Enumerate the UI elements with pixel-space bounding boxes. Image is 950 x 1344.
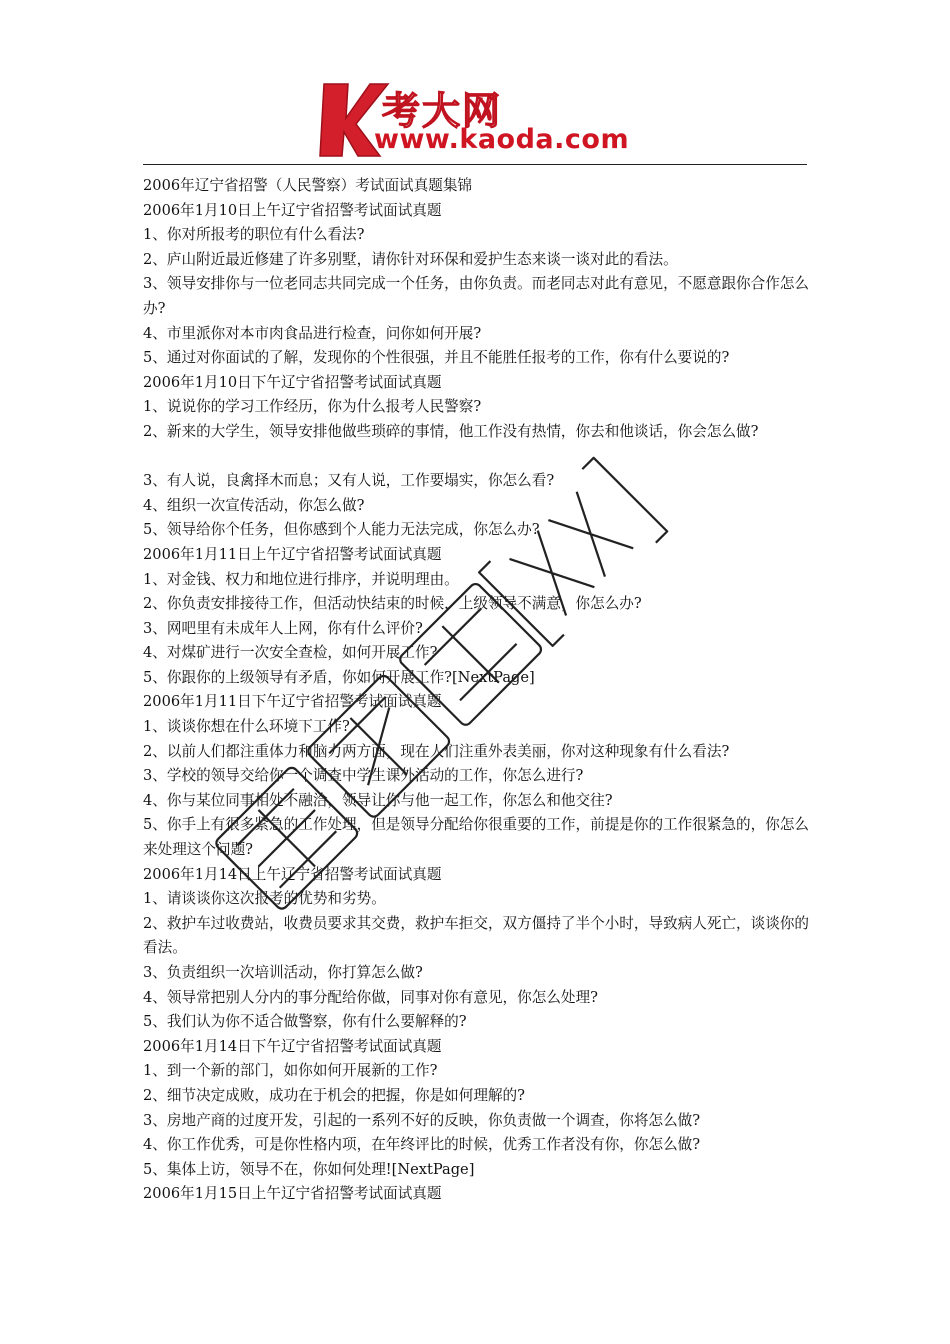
section-heading: 2006年1月14日下午辽宁省招警考试面试真题	[143, 1037, 442, 1055]
question-line: 3、学校的领导交给你一个调查中学生课外活动的工作，你怎么进行?	[143, 767, 584, 785]
question-line: 3、负责组织一次培训活动，你打算怎么做?	[143, 964, 423, 981]
question-line: 2、你负责安排接待工作，但活动快结束的时候，上级领导不满意，你怎么办?	[143, 595, 642, 613]
document-body	[143, 174, 811, 1207]
document-title: 2006年辽宁省招警（人民警察）考试面试真题集锦	[143, 177, 473, 194]
question-line: 2、以前人们都注重体力和脑力两方面，现在人们注重外表美丽，你对这种现象有什么看法?	[143, 742, 730, 760]
section-heading: 2006年1月10日上午辽宁省招警考试面试真题	[143, 201, 442, 219]
question-line: 1、对金钱、权力和地位进行排序，并说明理由。	[143, 570, 459, 588]
question-line: 5、集体上访，领导不在，你如何处理![NextPage]	[143, 1160, 475, 1178]
question-line: 1、你对所报考的职位有什么看法?	[143, 226, 365, 244]
header-divider	[143, 164, 807, 165]
question-line: 2、救护车过收费站，收费员要求其交费，救护车拒交，双方僵持了半个小时，导致病人死亡，谈谈你的看法。	[143, 914, 810, 957]
question-line: 4、领导常把别人分内的事分配给你做，同事对你有意见，你怎么处理?	[143, 988, 598, 1006]
question-line: 1、谈谈你想在什么环境下工作?	[143, 718, 350, 736]
question-line: 4、你与某位同事相处不融洽，领导让你与他一起工作，你怎么和他交往?	[143, 791, 613, 809]
question-line: 5、领导给你个任务，但你感到个人能力无法完成，你怎么办?	[143, 521, 540, 539]
section-heading: 2006年1月11日下午辽宁省招警考试面试真题	[143, 693, 442, 711]
question-line: 3、网吧里有未成年人上网，你有什么评价?	[143, 619, 423, 637]
question-line: 1、请谈谈你这次报考的优势和劣势。	[143, 890, 386, 908]
question-line: 5、通过对你面试的了解，发现你的个性很强，并且不能胜任报考的工作，你有什么要说的?	[143, 349, 730, 367]
question-line: 3、房地产商的过度开发，引起的一系列不好的反映，你负责做一个调查，你将怎么做?	[143, 1111, 701, 1129]
question-line: 3、领导安排你与一位老同志共同完成一个任务，由你负责。而老同志对此有意见，不愿意跟你合作怎么办?	[143, 275, 810, 317]
logo-url: www.kaoda.com	[374, 124, 630, 155]
question-line: 4、组织一次宣传活动，你怎么做?	[143, 496, 365, 514]
site-logo	[318, 78, 648, 160]
logo-chinese-name: 考大网	[382, 89, 503, 133]
blank-line	[143, 445, 811, 470]
question-line: 5、我们认为你不适合做警察，你有什么要解释的?	[143, 1013, 467, 1031]
question-line: 4、你工作优秀，可是你性格内项，在年终评比的时候，优秀工作者没有你，你怎么做?	[143, 1136, 701, 1154]
section-heading: 2006年1月11日上午辽宁省招警考试面试真题	[143, 545, 442, 563]
question-line: 4、市里派你对本市肉食品进行检查，问你如何开展?	[143, 324, 482, 342]
question-line: 3、有人说，良禽择木而息；又有人说，工作要塌实，你怎么看?	[143, 472, 555, 490]
question-line: 2、新来的大学生，领导安排他做些琐碎的事情，他工作没有热情，你去和他谈话，你会怎么做?	[143, 422, 759, 440]
question-line: 1、说说你的学习工作经历，你为什么报考人民警察?	[143, 398, 482, 416]
question-line: 1、到一个新的部门，如你如何开展新的工作?	[143, 1062, 438, 1080]
question-line: 2、庐山附近最近修建了许多别墅，请你针对环保和爱护生态来谈一谈对此的看法。	[143, 250, 678, 268]
section-heading: 2006年1月15日上午辽宁省招警考试面试真题	[143, 1185, 442, 1203]
question-line: 5、你手上有很多紧急的工作处理，但是领导分配给你很重要的工作，前提是你的工作很紧急的，你怎么来处理这个问题?	[143, 816, 810, 859]
question-line: 5、你跟你的上级领导有矛盾，你如何开展工作?[NextPage]	[143, 668, 535, 686]
question-line: 2、细节决定成败，成功在于机会的把握，你是如何理解的?	[143, 1086, 525, 1104]
section-heading: 2006年1月14日上午辽宁省招警考试面试真题	[143, 865, 442, 883]
question-line: 4、对煤矿进行一次安全查检，如何开展工作?	[143, 644, 438, 662]
section-heading: 2006年1月10日下午辽宁省招警考试面试真题	[143, 373, 442, 391]
